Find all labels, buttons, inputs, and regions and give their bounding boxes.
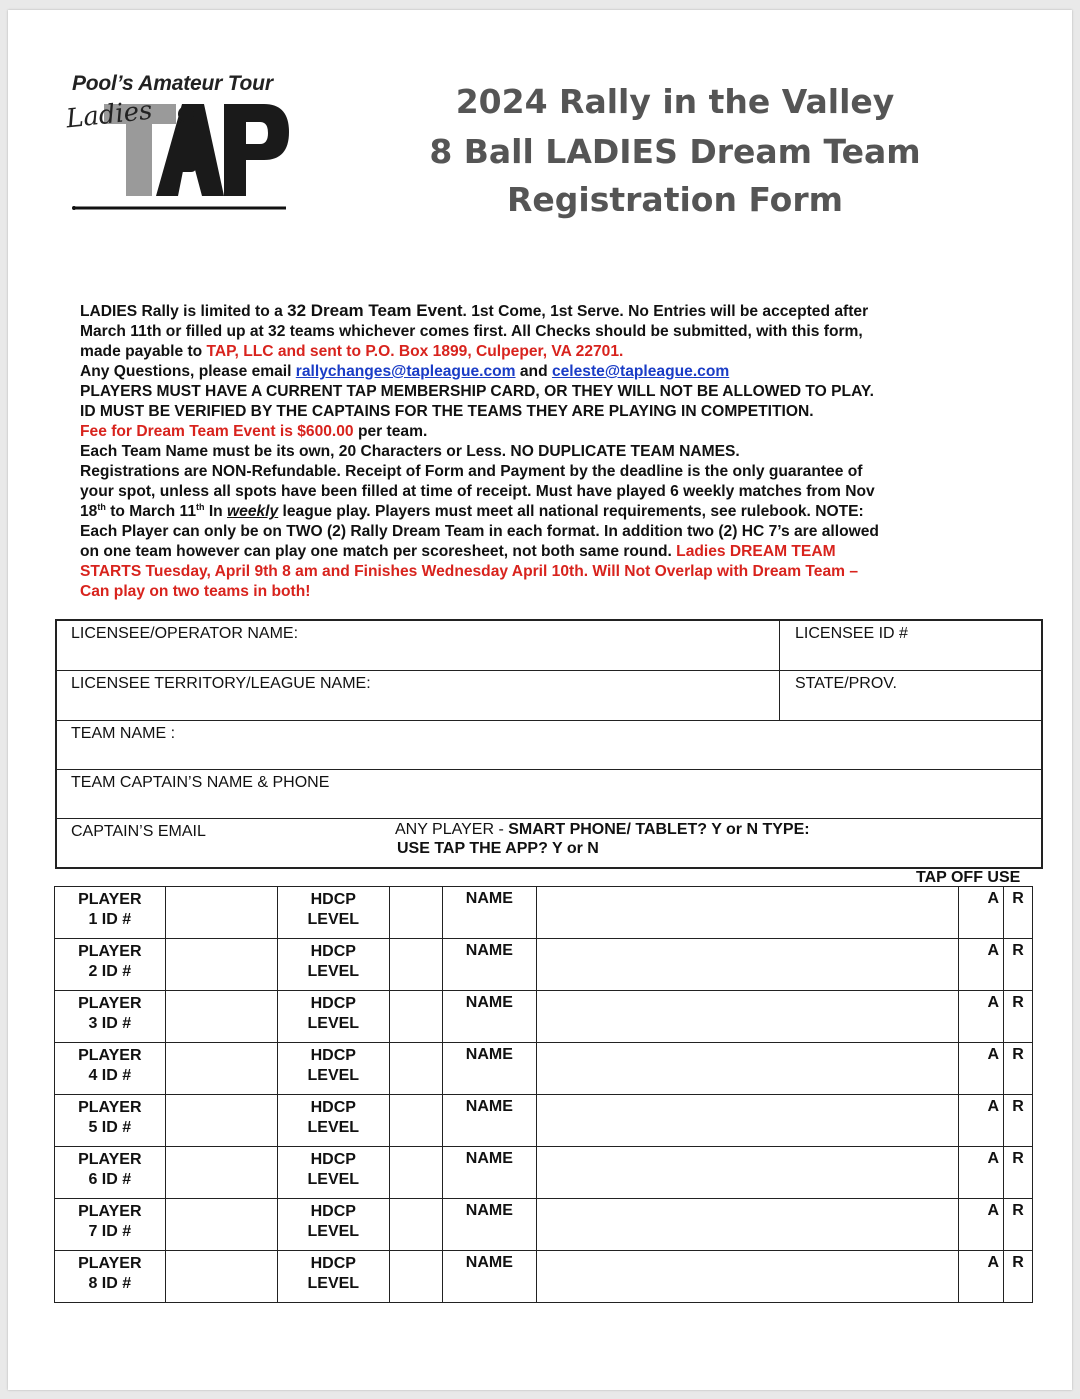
hdcp-level-label: HDCP LEVEL [277,1043,389,1095]
territory-field[interactable]: LICENSEE TERRITORY/LEAGUE NAME: [71,675,371,692]
player-id-field[interactable] [165,1199,277,1251]
player-row [55,1199,1033,1251]
captain-name-field[interactable]: TEAM CAPTAIN’S NAME & PHONE [71,774,330,791]
hdcp-level-label: HDCP LEVEL [277,1147,389,1199]
team-name-row [57,721,1041,770]
name-label: NAME [442,1147,537,1199]
mailing-address: TAP, LLC and sent to P.O. Box 1899, Culpeper, VA 22701. [206,343,624,360]
name-label: NAME [442,939,537,991]
player-id-label: PLAYER 5 ID # [55,1095,166,1147]
player-id-label: PLAYER 1 ID # [55,887,166,939]
tap-logo [64,70,294,220]
hdcp-level-field[interactable] [390,939,443,991]
logo-script-word: Ladies [64,95,154,135]
device-question[interactable]: ANY PLAYER - SMART PHONE/ TABLET? Y or N TYPE: [395,821,810,838]
rules-line-9: Registrations are NON-Refundable. Receipt of Form and Payment by the deadline is the only guarantee of [80,463,863,480]
rules-paragraph [80,301,1000,602]
name-label: NAME [442,991,537,1043]
player-name-field[interactable] [537,1251,959,1303]
title-line-1: 2024 Rally in the Valley [455,82,895,121]
name-label: NAME [442,1095,537,1147]
name-label: NAME [442,1043,537,1095]
player-row [55,1251,1033,1303]
hdcp-level-field[interactable] [390,1147,443,1199]
player-row [55,939,1033,991]
hdcp-level-label: HDCP LEVEL [277,1251,389,1303]
hdcp-level-field[interactable] [390,991,443,1043]
rules-line-15: Can play on two teams in both! [80,583,311,600]
player-name-field[interactable] [537,939,959,991]
player-id-field[interactable] [165,1147,277,1199]
tap-off-a[interactable]: A [959,939,1004,991]
hdcp-level-label: HDCP LEVEL [277,1199,389,1251]
tap-off-a[interactable]: A [959,887,1004,939]
tap-off-use-label: TAP OFF USE [916,869,1021,886]
divider [779,671,780,720]
player-id-field[interactable] [165,991,277,1043]
tap-off-a[interactable]: A [959,1043,1004,1095]
rules-line-5: PLAYERS MUST HAVE A CURRENT TAP MEMBERSHIP CARD, OR THEY WILL NOT BE ALLOWED TO PLAY. [80,383,874,400]
rules-line-13: on one team however can play one match per scoresheet, not both same round. Ladies DREAM TEAM [80,543,836,560]
rules-line-14: STARTS Tuesday, April 9th 8 am and Finishes Wednesday April 10th. Will Not Overlap with Dream Team – [80,563,858,580]
captain-email-field[interactable]: CAPTAIN’S EMAIL [71,823,206,840]
licensee-name-field[interactable]: LICENSEE/OPERATOR NAME: [71,625,299,642]
rules-line-1: LADIES Rally is limited to a 32 Dream Team Event. 1st Come, 1st Serve. No Entries will be accepted after [80,301,869,320]
rules-line-12: Each Player can only be on TWO (2) Rally Dream Team in each format. In addition two (2) HC 7’s are allowed [80,523,879,540]
tap-off-r[interactable]: R [1004,1199,1033,1251]
hdcp-level-field[interactable] [390,1095,443,1147]
tap-off-r[interactable]: R [1004,939,1033,991]
player-id-field[interactable] [165,1251,277,1303]
title-line-2: 8 Ball LADIES Dream Team [429,132,921,171]
player-id-label: PLAYER 2 ID # [55,939,166,991]
rules-line-8: Each Team Name must be its own, 20 Characters or Less. NO DUPLICATE TEAM NAMES. [80,443,740,460]
player-name-field[interactable] [537,1147,959,1199]
player-id-label: PLAYER 6 ID # [55,1147,166,1199]
player-name-field[interactable] [537,887,959,939]
rules-line-2: March 11th or filled up at 32 teams whichever comes first. All Checks should be submitted, with this form, [80,323,863,340]
divider [779,621,780,670]
name-label: NAME [442,887,537,939]
tap-off-r[interactable]: R [1004,887,1033,939]
email-link-celeste[interactable]: celeste@tapleague.com [551,363,730,380]
tap-off-a[interactable]: A [959,1095,1004,1147]
rules-line-10: your spot, unless all spots have been filled at time of receipt. Must have played 6 weekly matches from Nov [80,483,875,500]
name-label: NAME [442,1199,537,1251]
team-name-field[interactable]: TEAM NAME : [71,725,176,742]
rules-line-3: made payable to TAP, LLC and sent to P.O. Box 1899, Culpeper, VA 22701. [80,343,624,360]
licensee-row [57,621,1041,671]
hdcp-level-label: HDCP LEVEL [277,887,389,939]
territory-row [57,671,1041,721]
player-row [55,887,1033,939]
player-id-field[interactable] [165,1095,277,1147]
rules-line-4: Any Questions, please email rallychanges@tapleague.com and celeste@tapleague.com [80,363,730,380]
tap-off-a[interactable]: A [959,1251,1004,1303]
hdcp-level-label: HDCP LEVEL [277,991,389,1043]
tap-off-r[interactable]: R [1004,1251,1033,1303]
hdcp-level-label: HDCP LEVEL [277,1095,389,1147]
tap-off-a[interactable]: A [959,991,1004,1043]
title-line-3: Registration Form [507,180,843,219]
hdcp-level-field[interactable] [390,1251,443,1303]
logo-tour-name: Pool’s Amateur Tour [72,72,273,95]
hdcp-level-field[interactable] [390,887,443,939]
player-name-field[interactable] [537,1199,959,1251]
captain-email-row [57,819,1041,867]
player-row [55,1043,1033,1095]
player-id-field[interactable] [165,887,277,939]
players-table [54,886,1033,1303]
fee-text: Fee for Dream Team Event is $600.00 [80,423,354,440]
tap-off-r[interactable]: R [1004,1095,1033,1147]
player-id-label: PLAYER 8 ID # [55,1251,166,1303]
player-id-field[interactable] [165,939,277,991]
player-row [55,991,1033,1043]
rules-line-6: ID MUST BE VERIFIED BY THE CAPTAINS FOR THE TEAMS THEY ARE PLAYING IN COMPETITION. [80,403,814,420]
licensee-id-field[interactable]: LICENSEE ID # [795,625,908,642]
tap-off-r[interactable]: R [1004,1043,1033,1095]
player-row [55,1095,1033,1147]
player-name-field[interactable] [537,991,959,1043]
player-id-label: PLAYER 4 ID # [55,1043,166,1095]
hdcp-level-field[interactable] [390,1043,443,1095]
app-question[interactable]: USE TAP THE APP? Y or N [397,840,599,857]
player-id-field[interactable] [165,1043,277,1095]
player-id-label: PLAYER 7 ID # [55,1199,166,1251]
hdcp-level-label: HDCP LEVEL [277,939,389,991]
hdcp-level-field[interactable] [390,1199,443,1251]
player-id-label: PLAYER 3 ID # [55,991,166,1043]
captain-row [57,770,1041,819]
tap-off-a[interactable]: A [959,1147,1004,1199]
player-name-field[interactable] [537,1095,959,1147]
rules-line-11: 18th to March 11th In weekly league play. Players must meet all national requirements, see rulebook. NOTE: [80,501,864,520]
tap-off-r[interactable]: R [1004,991,1033,1043]
rules-line-7: Fee for Dream Team Event is $600.00 per team. [80,423,428,440]
player-row [55,1147,1033,1199]
tap-off-a[interactable]: A [959,1199,1004,1251]
email-link-rallychanges[interactable]: rallychanges@tapleague.com [295,363,516,380]
state-field[interactable]: STATE/PROV. [795,675,897,692]
team-info-box [55,619,1043,869]
name-label: NAME [442,1251,537,1303]
player-name-field[interactable] [537,1043,959,1095]
tap-off-r[interactable]: R [1004,1147,1033,1199]
